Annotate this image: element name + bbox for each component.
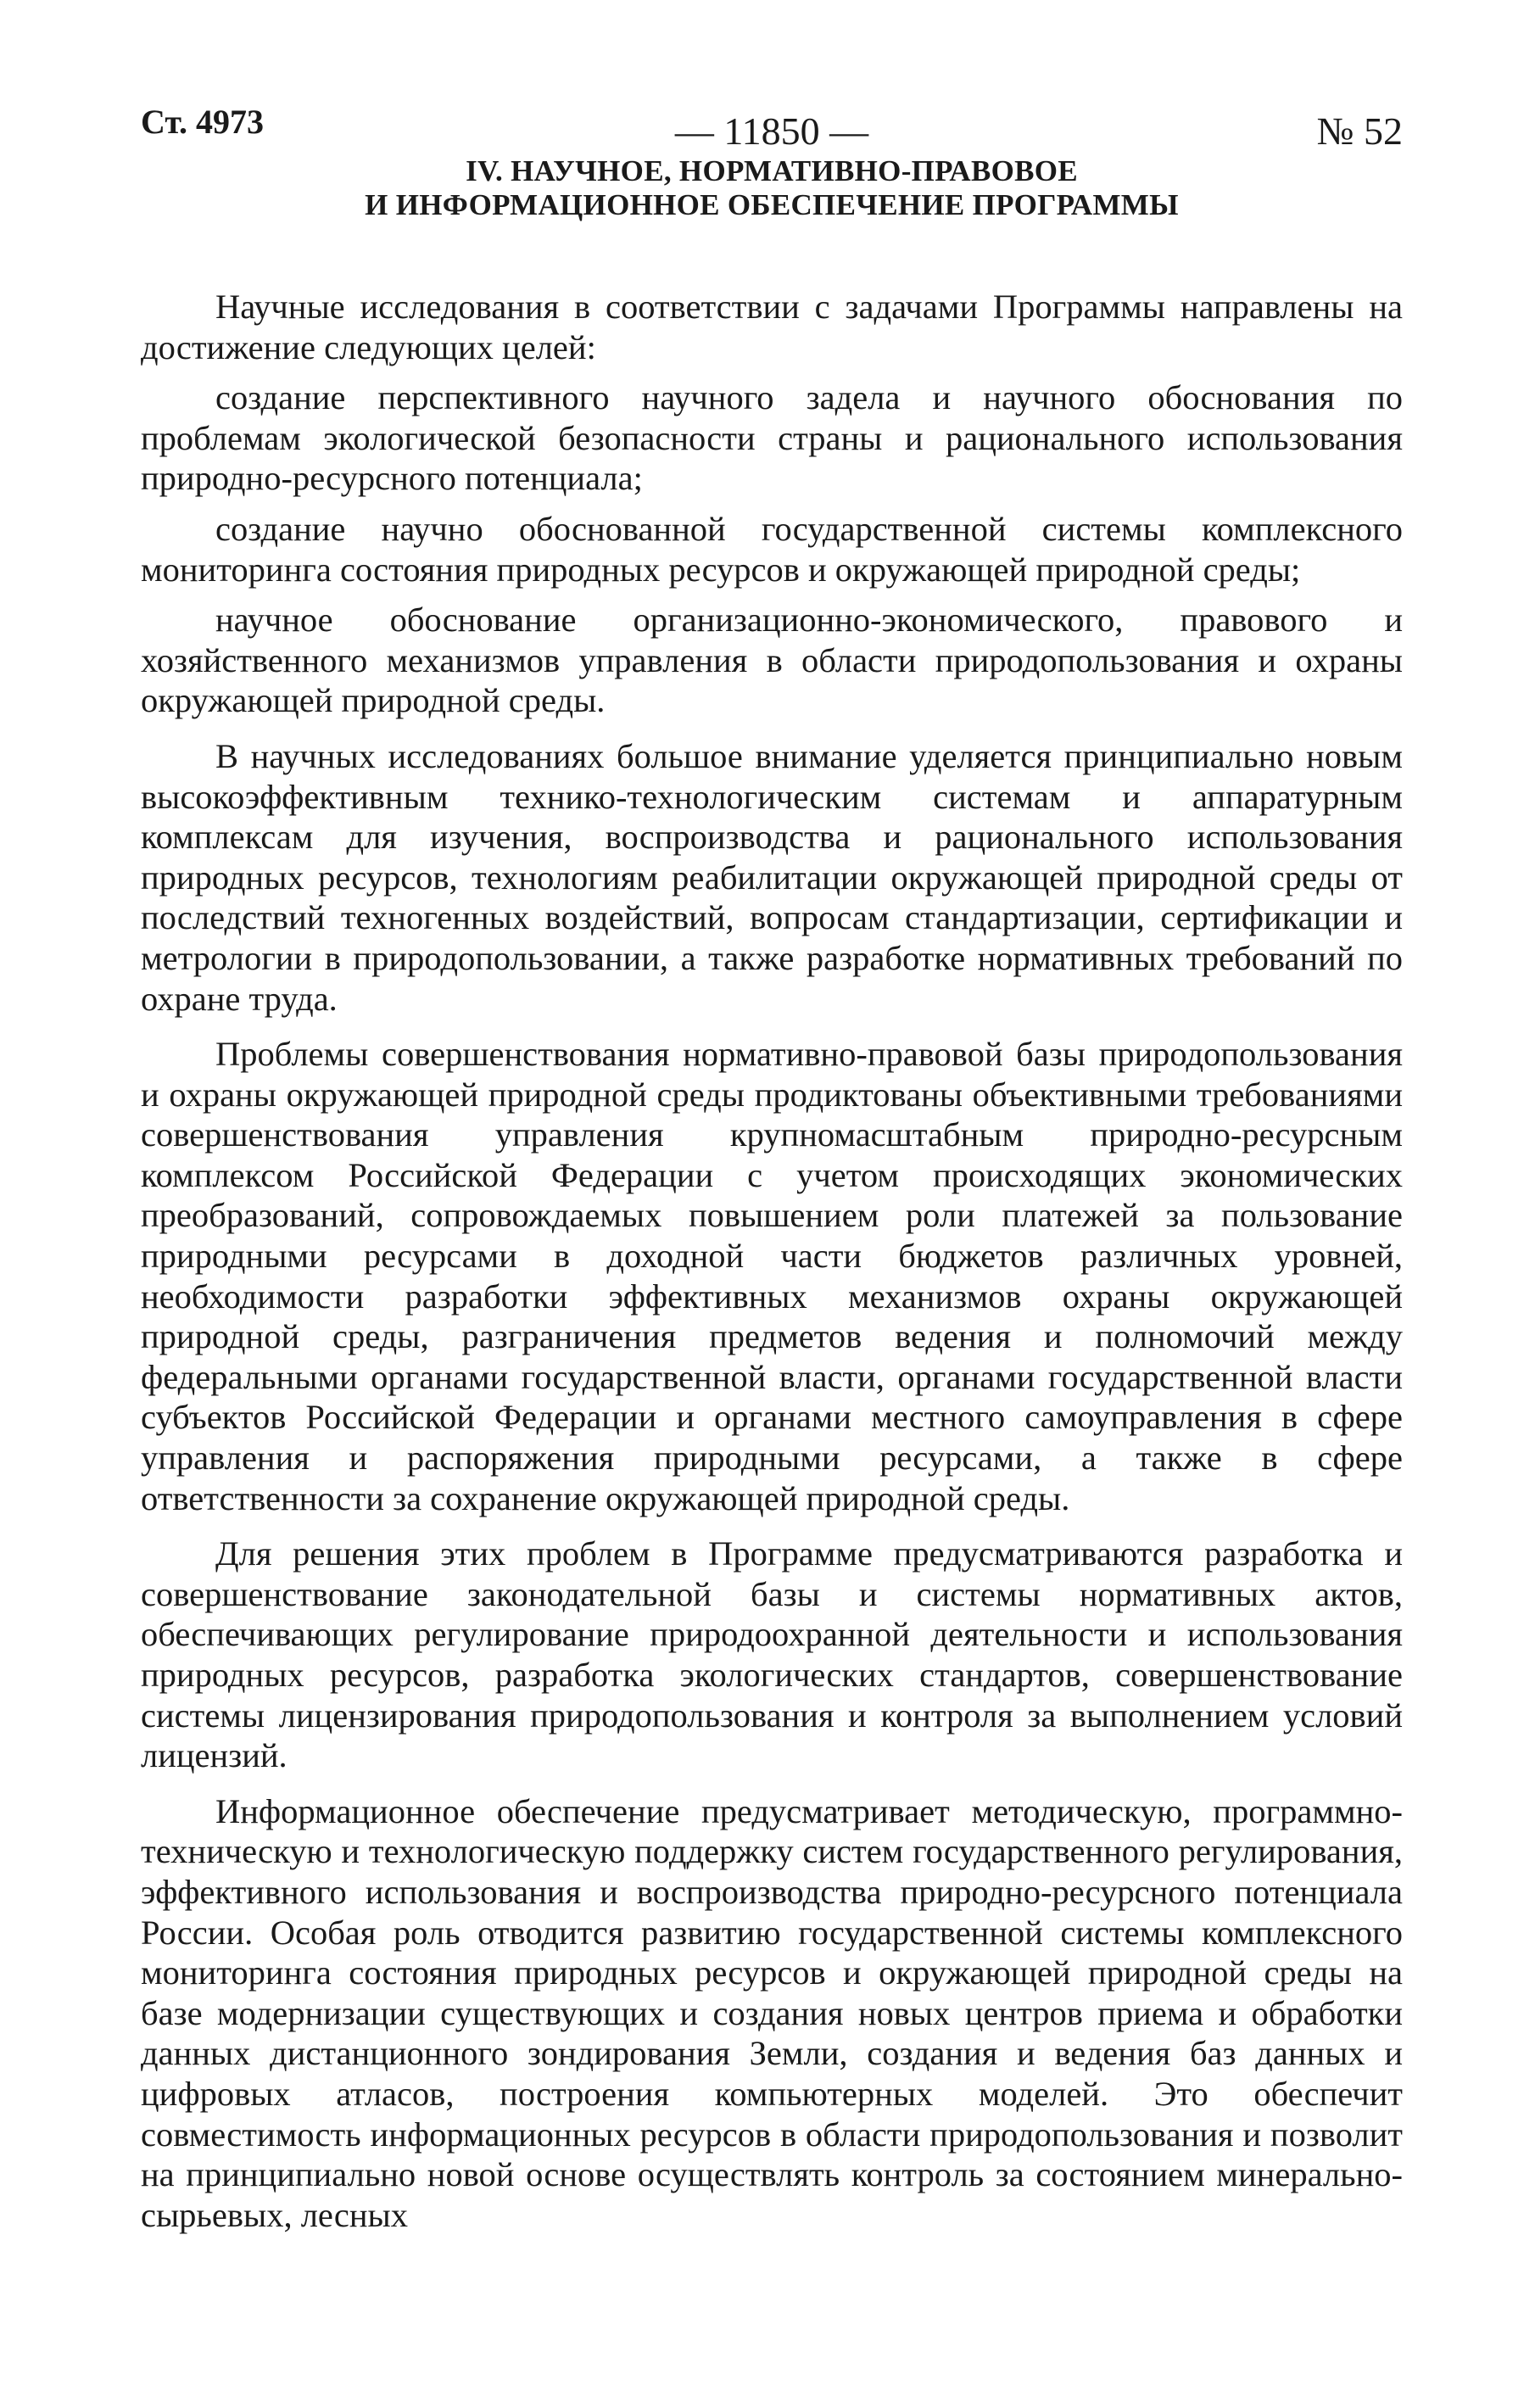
section-title-line-1: IV. НАУЧНОЕ, НОРМАТИВНО-ПРАВОВОЕ [466, 154, 1078, 187]
issue-number: № 52 [1316, 109, 1403, 153]
paragraph: В научных исследованиях большое внимание уделяется принципиально новым высокоэффективным технико-технологическим системам и аппаратурным комплексам для изучения, воспроизводства и рационального использования природных ресурсов, технологиям реабилитации окружающей природной среды от последствий техногенных воздействий, вопросам стандартизации, сертификации и метрологии в природопользовании, а также разработке нормативных требований по охране труда. [141, 736, 1403, 1018]
paragraph: создание перспективного научного задела и научного обоснования по проблемам экологической безопасности страны и рационального использования природно-ресурсного потенциала; [141, 378, 1403, 498]
document-page [141, 93, 1403, 2250]
paragraph: Научные исследования в соответствии с задачами Программы направлены на достижение следующих целей: [141, 288, 1403, 366]
body-text [141, 287, 1403, 2235]
section-title-line-2: И ИНФОРМАЦИОННОЕ ОБЕСПЕЧЕНИЕ ПРОГРАММЫ [365, 188, 1179, 221]
section-title [141, 154, 1403, 222]
paragraph: создание научно обоснованной государственной системы комплексного мониторинга состояния природных ресурсов и окружающей природной среды; [141, 509, 1403, 589]
page-header [141, 93, 1403, 153]
paragraph: научное обоснование организационно-экономического, правового и хозяйственного механизмов управления в области природопользования и охраны окружающей природной среды. [141, 601, 1403, 720]
paragraph: Проблемы совершенствования нормативно-правовой базы природопользования и охраны окружающей природной среды продиктованы объективными требованиями совершенствования управления крупномасштабным природно-ресурсным комплексом Российской Федерации с учетом происходящих экономических преобразований, сопровождаемых повышением роли платежей за пользование природными ресурсами в доходной части бюджетов различных уровней, необходимости разработки эффективных механизмов охраны окружающей природной среды, разграничения предметов ведения и полномочий между федеральными органами государственной власти, органами государственной власти субъектов Российской Федерации и органами местного самоуправления в сфере управления и распоряжения природными ресурсами, а также в сфере ответственности за сохранение окружающей природной среды. [141, 1035, 1403, 1517]
page-number: — 11850 — [674, 109, 869, 153]
article-number: Ст. 4973 [141, 103, 264, 141]
paragraph: Для решения этих проблем в Программе предусматриваются разработка и совершенствование законодательной базы и системы нормативных актов, обеспечивающих регулирование природоохранной деятельности и использования природных ресурсов, разработка экологических стандартов, совершенствование системы лицензирования природопользования и контроля за выполнением условий лицензий. [141, 1534, 1403, 1775]
paragraph: Информационное обеспечение предусматривает методическую, программно-техническую и технологическую поддержку систем государственного регулирования, эффективного использования и воспроизводства природно-ресурсного потенциала России. Особая роль отводится развитию государственной системы комплексного мониторинга состояния природных ресурсов и окружающей природной среды на базе модернизации существующих и создания новых центров приема и обработки данных дистанционного зондирования Земли, создания и ведения баз данных и цифровых атласов, построения компьютерных моделей. Это обеспечит совместимость информационных ресурсов в области природопользования и позволит на принципиально новой основе осуществлять контроль за состоянием минерально-сырьевых, лесных [141, 1791, 1403, 2234]
